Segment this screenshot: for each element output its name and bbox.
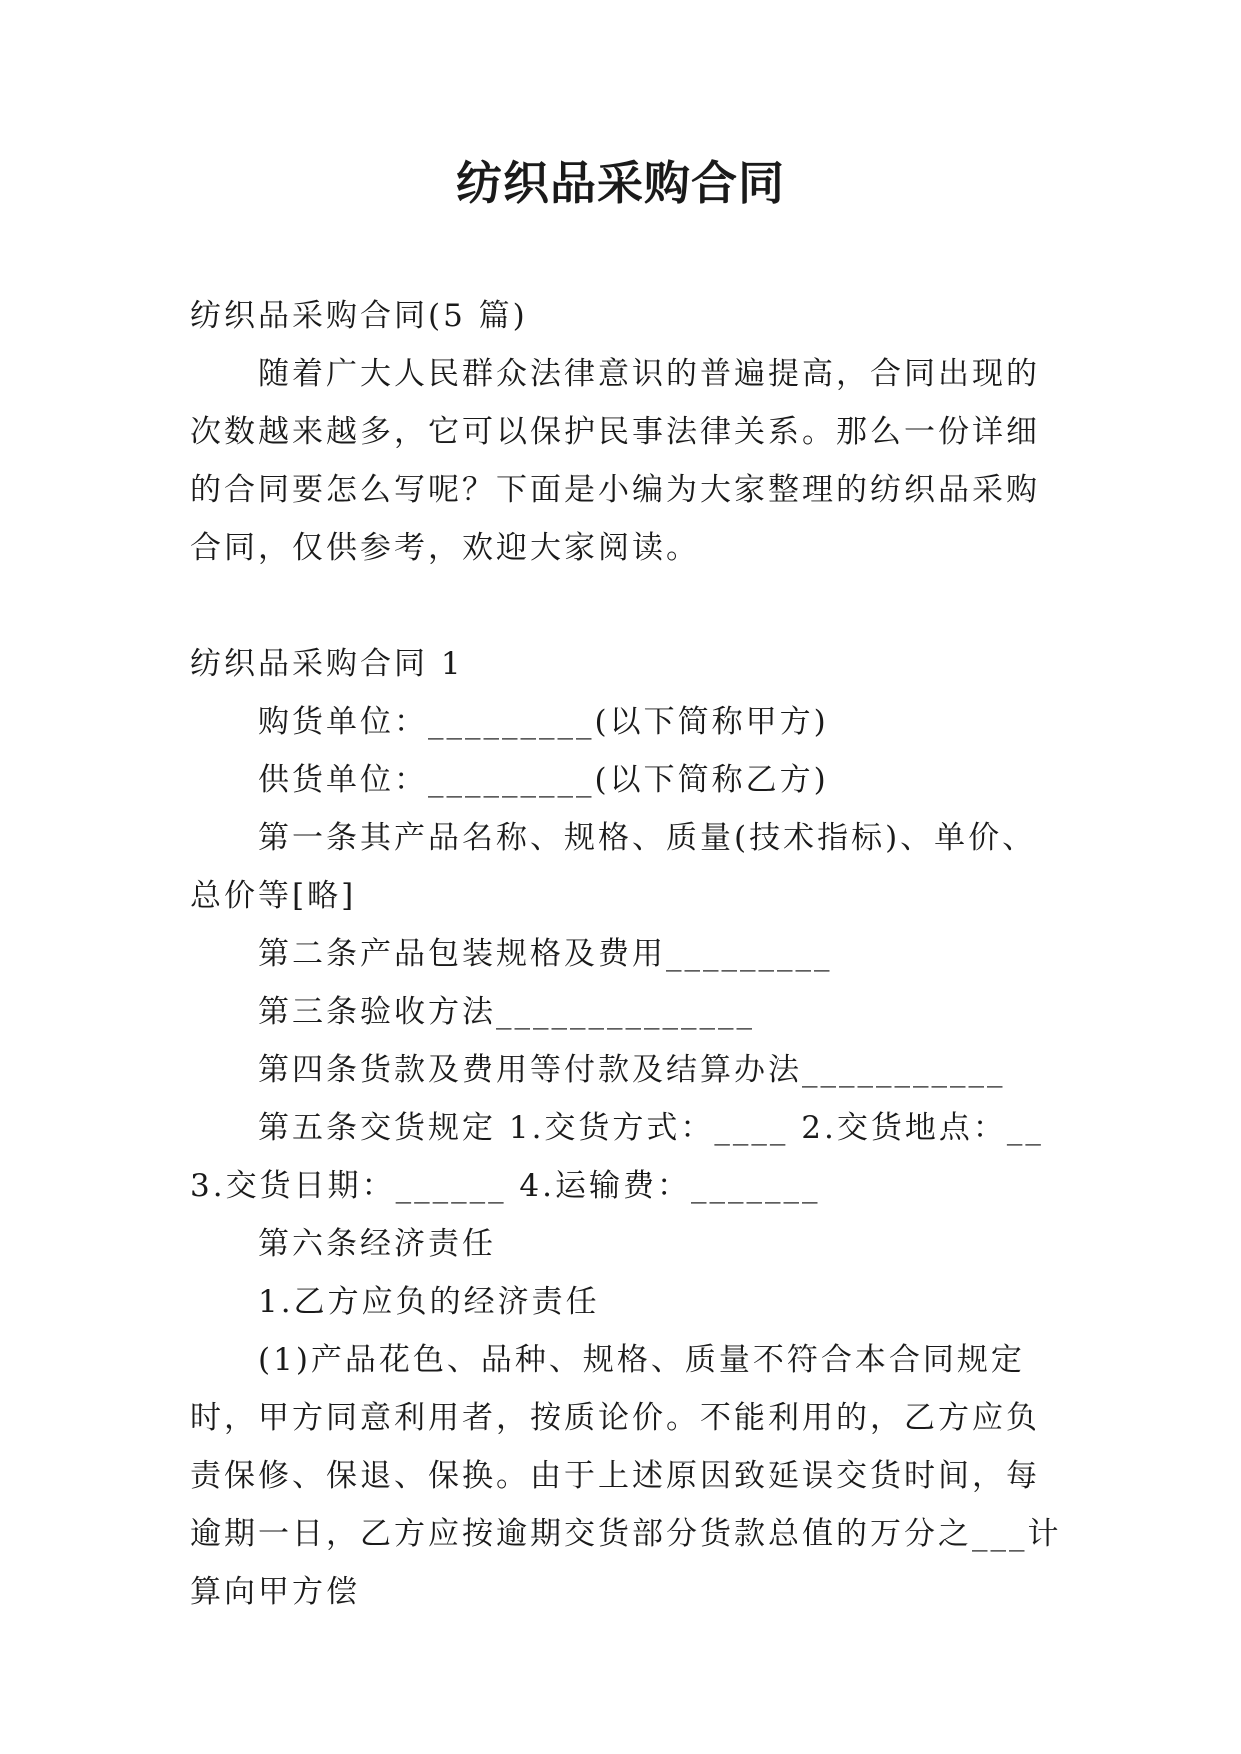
clause-article-2: 第二条产品包装规格及费用_________ (258, 936, 833, 972)
intro-paragraph: 随着广大人民群众法律意识的普遍提高，合同出现的次数越来越多，它可以保护民事法律关系。那么一份详细的合同要怎么写呢？下面是小编为大家整理的纺织品采购合同，仅供参考，欢迎大家阅读。 (190, 356, 1040, 566)
clause-article-3: 第三条验收方法______________ (258, 994, 755, 1030)
clause-liability-1: (1)产品花色、品种、规格、质量不符合本合同规定时，甲方同意利用者，按质论价。不能利用的，乙方应负责保修、保退、保换。由于上述原因致延误交货时间，每逾期一日，乙方应按逾期交货部分货款总值的万分之___计算向甲方偿 (190, 1342, 1062, 1610)
document-body (190, 287, 1070, 1621)
paragraph-gap (190, 577, 1070, 635)
document-title: 纺织品采购合同 (456, 156, 785, 210)
section-heading: 纺织品采购合同 1 (190, 646, 464, 682)
clause-article-4: 第四条货款及费用等付款及结算办法___________ (258, 1052, 1006, 1088)
clause-liability-heading: 1.乙方应负的经济责任 (258, 1284, 600, 1320)
clause-buyer: 购货单位：_________(以下简称甲方) (258, 704, 829, 740)
clause-article-1: 第一条其产品名称、规格、质量(技术指标)、单价、总价等[略] (190, 820, 1037, 914)
clause-article-6: 第六条经济责任 (258, 1226, 496, 1262)
clause-supplier: 供货单位：_________(以下简称乙方) (258, 762, 829, 798)
document-subtitle: 纺织品采购合同(5 篇) (190, 298, 528, 334)
clause-article-5: 第五条交货规定 1.交货方式：____ 2.交货地点：__ 3.交货日期：______ 4.运输费：_______ (190, 1110, 1057, 1204)
